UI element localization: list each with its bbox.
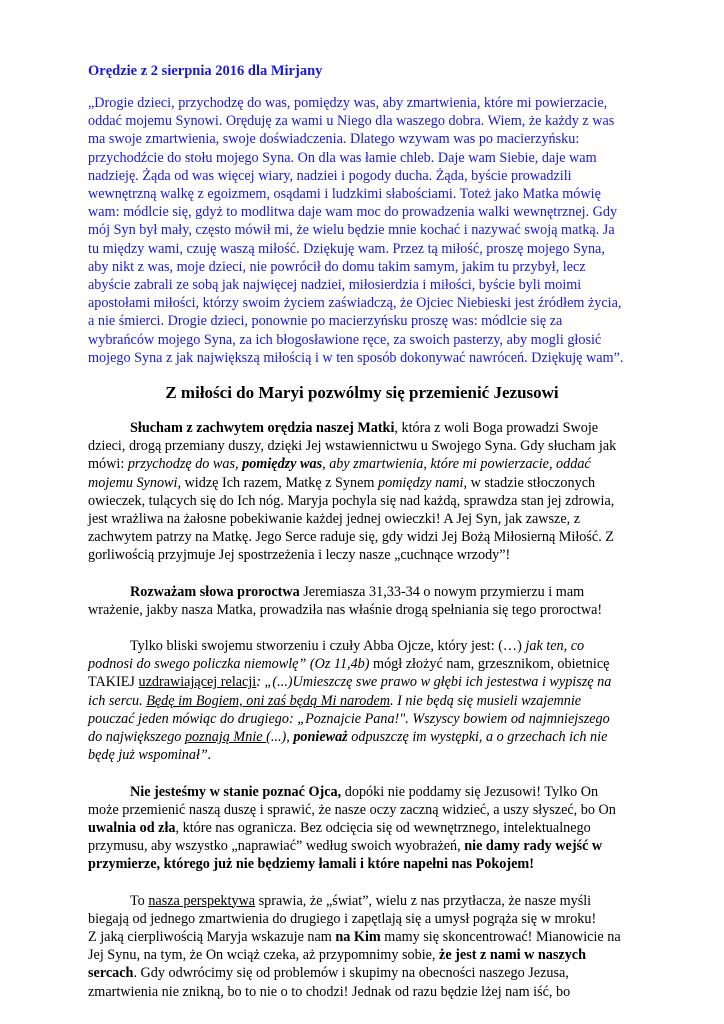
message-heading: Orędzie z 2 sierpnia 2016 dla Mirjany [88, 63, 323, 79]
paragraph-line: zmartwienia nie znikną, bo to nie o to chodzi! Jednak od razu będzie lżej nam iść, bo [88, 983, 571, 1000]
message-line: wam: módlcie się, gdyż to modlitwa daje wam moc do prowadzenia walki wewnętrznej. Gdy [88, 204, 618, 221]
paragraph-line: zachwytem patrzy na Matkę. Jego Serce raduje się, gdy widzi Jej Bożą Miłosierną Miłość. Z [88, 529, 614, 546]
paragraph-1 [88, 419, 636, 565]
bold-italic-text: pomiędzy was [242, 456, 323, 473]
document-page [88, 62, 636, 1019]
message-line: aby nikt z was, moje dzieci, nie powrócił do domu takim samym, jakim tu przybył, lecz [88, 258, 586, 275]
text: przymusu, aby wszystko „naprawiać” według swoich wyobrażeń, [88, 838, 465, 855]
paragraph-line: dzieci, drogą przemiany duszy, dzięki Jej wstawiennictwu u Swojego Syna. Gdy słucham jak [88, 438, 617, 455]
paragraph-line [88, 819, 636, 837]
text: Jeremiasza 31,33-34 o nowym przymierzu i mam [299, 583, 585, 600]
section-title: Z miłości do Maryi pozwólmy się przemienić Jezusowi [165, 383, 559, 403]
message-line: nadzieję. Żąda od was więcej wiary, nadziei i pogody ducha. Żąda, byście prowadzili [88, 167, 572, 184]
italic-text: , aby zmartwienia, które mi powierzacie, oddać [322, 456, 591, 473]
message-line: tu między wami, czuję waszą miłość. Dziękuję wam. Przez tą miłość, proszę mojego Syna, [88, 240, 605, 257]
text: , która z woli Boga prowadzi Swoje [394, 420, 599, 437]
italic-text: przychodzę do was, [127, 456, 243, 473]
paragraph-line [88, 474, 636, 492]
paragraph-line [88, 419, 636, 437]
text: mówi: [88, 456, 128, 473]
paragraph-line [88, 673, 636, 691]
message-line: wewnętrzną walkę z egoizmem, osądami i ludzkimi słabościami. Toteż jako Matka mówię [88, 186, 601, 203]
paragraph-line: gorliwością przyjmuje Jej spostrzeżenia i leczy nasze „cuchnące wrzody”! [88, 547, 511, 564]
italic-text: (...), [266, 729, 294, 746]
text: mógł złożyć nam, grzesznikom, obietnicę [369, 656, 610, 673]
paragraph-line [88, 892, 636, 910]
paragraph-line [88, 746, 636, 764]
underlined-text: nasza perspektywa [148, 892, 256, 909]
paragraph-2 [88, 583, 636, 619]
paragraph-line [88, 964, 636, 982]
paragraph-line [88, 855, 636, 873]
message-line: oddać mojemu Synowi. Oręduję za wami u Niego dla waszego dobra. Wiem, że każdy z was [88, 113, 615, 130]
paragraph-line: wrażenie, jakby nasza Matka, prowadziła nas właśnie drogą spełniania się tego proroctwa! [88, 601, 603, 618]
paragraph-line [88, 637, 636, 655]
text: Z jaką cierpliwością Maryja wskazuje nam [88, 928, 336, 945]
text: w stadzie stłoczonych [467, 474, 596, 491]
paragraph-3 [88, 637, 636, 764]
paragraph-4 [88, 783, 636, 874]
paragraph-line [88, 728, 636, 746]
italic-text: . I nie będą się musieli wzajemnie [389, 692, 582, 709]
paragraph-line: biegają od jednego zmartwienia do drugiego i zapętlają się a umysł pogrąża się w mroku! [88, 910, 597, 927]
paragraph-line [88, 837, 636, 855]
bold-text: sercach [88, 965, 134, 982]
italic-text: jak ten, co [525, 638, 585, 655]
message-line: mój Syn był mały, często mówił mi, że wielu będzie mnie kochać i nazywać swoją matką. Ja [88, 222, 615, 239]
text: mamy się skoncentrować! Mianowicie na [380, 928, 621, 945]
bold-text: Rozważam słowa proroctwa [130, 583, 300, 600]
message-line: „Drogie dzieci, przychodzę do was, pomiędzy was, aby zmartwienia, które mi powierzacie, [88, 95, 608, 111]
paragraph-line: jest wrażliwa na żałosne pobekiwanie każdej jednej owieczki! A Jej Syn, jak zawsze, z [88, 511, 581, 528]
message-line: wybrańców mojego Syna, za ich błogosławione ręce, za swoich pasterzy, aby mogli głosić [88, 331, 602, 348]
paragraph-line [88, 583, 636, 601]
italic-text: odpuszczę im występki, a o grzechach ich nie [347, 729, 608, 746]
message-line: apostołami miłości, którzy swoim życiem zaświadczą, że Ojciec Niebieski jest źródłem życia, [88, 295, 622, 312]
message-quote [88, 94, 636, 367]
message-line: a nie śmierci. Drogie dzieci, ponownie po macierzyńsku proszę was: módlcie się za [88, 313, 563, 330]
italic-text: do największego [88, 729, 185, 746]
italic-text: będę już wspominał”. [88, 747, 212, 764]
text: To [130, 892, 149, 909]
text: Jej Synu, na tym, że On wciąż czeka, aż przypomnimy sobie, [88, 947, 440, 964]
bold-text: Słucham z zachwytem orędzia naszej Matki [130, 420, 395, 437]
text: . Gdy odwrócimy się od problemów i skupimy na obecności naszego Jezusa, [133, 965, 569, 982]
paragraph-line [88, 455, 636, 473]
paragraph-line: może przemienić naszą duszę i sprawić, że nasze oczy zaczną widzieć, a uszy słyszeć, bo On [88, 801, 616, 818]
paragraph-line [88, 928, 636, 946]
bold-text: na Kim [335, 928, 381, 945]
paragraph-line [88, 655, 636, 673]
message-line: przychodźcie do stołu mojego Syna. On dla was łamie chleb. Daje wam Siebie, daje wam [88, 149, 597, 166]
text: sprawia, że „świat”, wielu z nas przytłacza, że nasze myśli [255, 892, 592, 909]
text: dopóki nie poddamy się Jezusowi! Tylko On [341, 783, 599, 800]
italic-text: ich sercu. [88, 692, 147, 709]
italic-text: pouczać jeden mówiąc do drugiego: „Poznajcie Pana!". Wszyscy bowiem od najmniejszego [88, 710, 610, 727]
text: Tylko bliski swojemu stworzeniu i czuły Abba Ojcze, który jest: (…) [130, 638, 526, 655]
italic-text: pomiędzy nami, [377, 474, 468, 491]
paragraph-line: owieczek, tulących się do Ich nóg. Maryja pochyla się nad każdą, sprawdza stan jej zdrowia, [88, 492, 615, 509]
message-line: abyście zabrali ze sobą jak najwięcej nadziei, miłosierdzia i miłości, byście byli moimi [88, 277, 582, 294]
paragraph-line [88, 783, 636, 801]
message-line: ma swoje zmartwienia, swoje doświadczenia. Dlatego wzywam was po macierzyńsku: [88, 131, 580, 148]
underlined-italic-text: poznają Mnie [184, 729, 267, 746]
italic-text: podnosi do swego policzka niemowlę” (Oz 11,4b) [88, 656, 370, 673]
bold-italic-text: ponieważ [293, 729, 348, 746]
italic-text: : „(...)Umieszczę swe prawo w głębi ich jestestwa i wypiszę na [256, 674, 612, 691]
bold-text: że jest z nami w naszych [439, 947, 586, 964]
underlined-text: uzdrawiającej relacji [138, 674, 257, 691]
paragraph-line [88, 692, 636, 710]
paragraph-line [88, 710, 636, 728]
bold-text: nie damy rady wejść w [464, 838, 603, 855]
text: TAKIEJ [88, 674, 139, 691]
bold-text: przymierze, którego już nie będziemy łamali i które napełni nas Pokojem! [88, 856, 534, 873]
italic-text: mojemu Synowi, [88, 474, 181, 491]
paragraph-5 [88, 892, 636, 1001]
bold-text: uwalnia od zła [88, 819, 176, 836]
text: , które nas ogranicza. Bez odcięcia się od wewnętrznego, intelektualnego [175, 819, 591, 836]
underlined-italic-text: Będę im Bogiem, oni zaś będą Mi narodem [146, 692, 390, 709]
message-line: mojego Syna z jak największą miłością i w ten sposób dokonywać nawróceń. Dziękuję wam”. [88, 349, 624, 366]
text: widzę Ich razem, Matkę z Synem [181, 474, 378, 491]
paragraph-line [88, 946, 636, 964]
bold-text: Nie jesteśmy w stanie poznać Ojca, [130, 783, 342, 800]
